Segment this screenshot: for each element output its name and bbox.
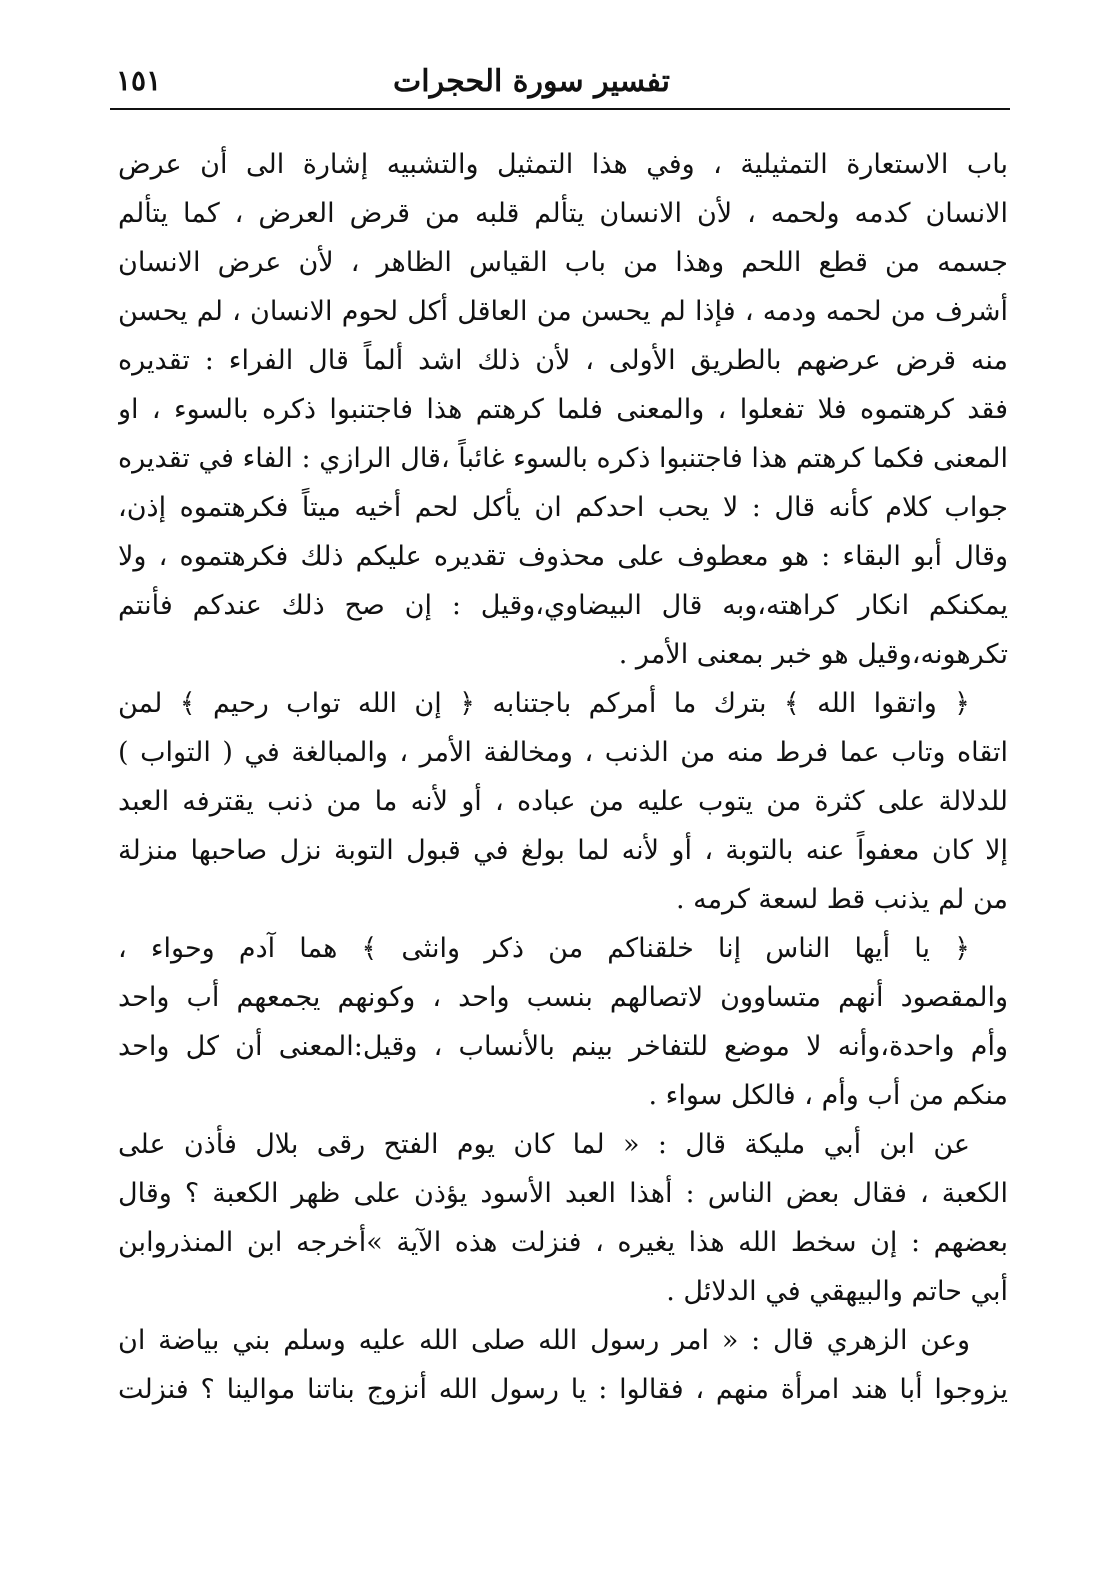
body-text	[118, 140, 1008, 1414]
text-line: منكم من أب وأم ، فالكل سواء .	[648, 1080, 1008, 1111]
text-line: إلا كان معفواً عنه بالتوبة ، أو لأنه لما بولغ في قبول التوبة نزل صاحبها منزلة	[118, 835, 1008, 866]
text-line: منه قرض عرضهم بالطريق الأولى ، لأن ذلك اشد ألماً قال الفراء : تقديره	[118, 345, 1008, 376]
text-line: فقد كرهتموه فلا تفعلوا ، والمعنى فلما كرهتم هذا فاجتنبوا ذكره بالسوء ، او	[118, 394, 1008, 425]
text-line: ﴿ يا أيها الناس إنا خلقناكم من ذكر وانثى ﴾ هما آدم وحواء ،	[118, 933, 970, 964]
text-line: باب الاستعارة التمثيلية ، وفي هذا التمثيل والتشبيه إشارة الى أن عرض	[118, 149, 1008, 180]
text-line: يزوجوا أبا هند امرأة منهم ، فقالوا : يا رسول الله أنزوج بناتنا موالينا ؟ فنزلت	[118, 1374, 1008, 1405]
text-line: أشرف من لحمه ودمه ، فإذا لم يحسن من العاقل أكل لحوم الانسان ، لم يحسن	[118, 296, 1008, 327]
running-title: تفسير سورة الحجرات	[393, 64, 670, 99]
text-line: وقال أبو البقاء : هو معطوف على محذوف تقديره عليكم ذلك فكرهتموه ، ولا	[118, 541, 1008, 572]
text-line: الكعبة ، فقال بعض الناس : أهذا العبد الأسود يؤذن على ظهر الكعبة ؟ وقال	[118, 1178, 1008, 1209]
text-line: من لم يذنب قط لسعة كرمه .	[675, 884, 1008, 915]
text-line: وأم واحدة،وأنه لا موضع للتفاخر بينم بالأنساب ، وقيل:المعنى أن كل واحد	[118, 1031, 1008, 1062]
text-line: تكرهونه،وقيل هو خبر بمعنى الأمر .	[618, 639, 1008, 670]
text-line: بعضهم : إن سخط الله هذا يغيره ، فنزلت هذه الآية »أخرجه ابن المنذروابن	[118, 1227, 1008, 1258]
text-line: والمقصود أنهم متساوون لاتصالهم بنسب واحد ، وكونهم يجمعهم أب واحد	[118, 982, 1008, 1013]
text-line: للدلالة على كثرة من يتوب عليه من عباده ، أو لأنه ما من ذنب يقترفه العبد	[118, 786, 1008, 817]
text-line: ﴿ واتقوا الله ﴾ بترك ما أمركم باجتنابه ﴿ إن الله تواب رحيم ﴾ لمن	[118, 688, 970, 719]
text-line: أبي حاتم والبيهقي في الدلائل .	[666, 1276, 1008, 1307]
page-number: ١٥١	[116, 64, 162, 97]
text-line: وعن الزهري قال : « امر رسول الله صلى الله عليه وسلم بني بياضة ان	[118, 1325, 970, 1356]
text-line: جسمه من قطع اللحم وهذا من باب القياس الظاهر ، لأن عرض الانسان	[118, 247, 1008, 278]
header-rule	[110, 108, 1010, 110]
text-line: اتقاه وتاب عما فرط منه من الذنب ، ومخالفة الأمر ، والمبالغة في ( التواب )	[118, 737, 1008, 768]
text-line: جواب كلام كأنه قال : لا يحب احدكم ان يأكل لحم أخيه ميتاً فكرهتموه إذن،	[118, 492, 1008, 523]
page-header	[110, 62, 1010, 106]
text-line: عن ابن أبي مليكة قال : « لما كان يوم الفتح رقى بلال فأذن على	[118, 1129, 970, 1160]
text-line: يمكنكم انكار كراهته،وبه قال البيضاوي،وقيل : إن صح ذلك عندكم فأنتم	[118, 590, 1008, 621]
text-line: الانسان كدمه ولحمه ، لأن الانسان يتألم قلبه من قرض العرض ، كما يتألم	[118, 198, 1008, 229]
text-line: المعنى فكما كرهتم هذا فاجتنبوا ذكره بالسوء غائباً ،قال الرازي : الفاء في تقديره	[118, 443, 1008, 474]
